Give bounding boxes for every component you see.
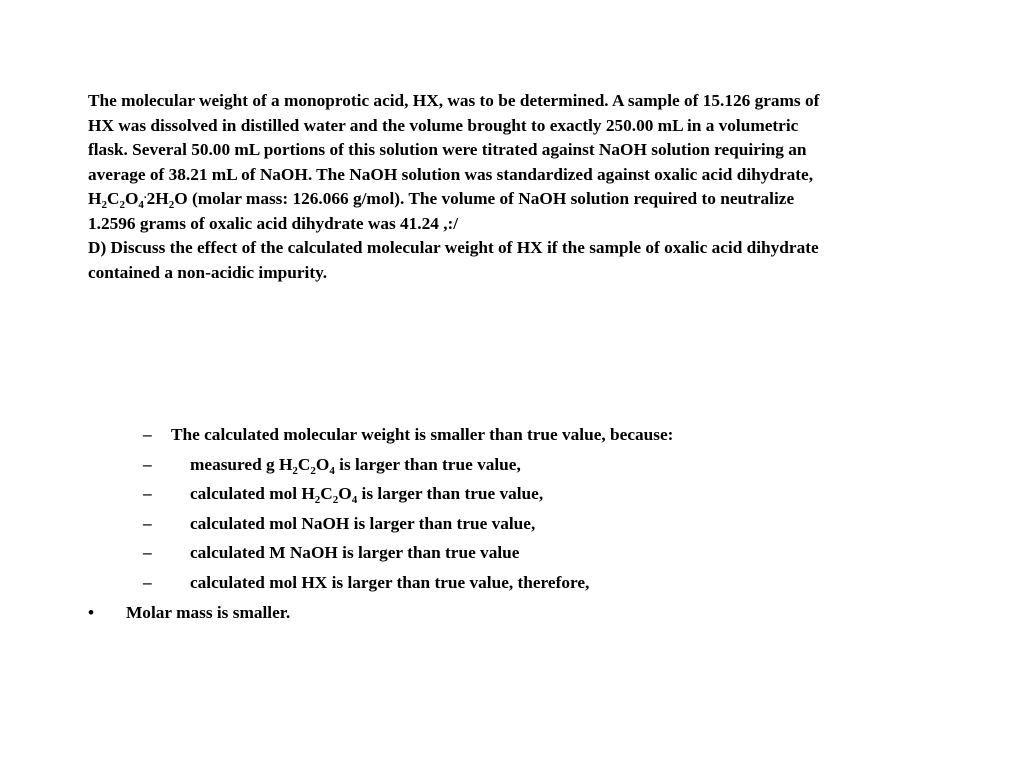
answer-text: The calculated molecular weight is smaller than true value, because: bbox=[171, 425, 674, 444]
answer-text: measured g $H_2C_2O_4$ is larger than true value, bbox=[190, 455, 521, 477]
dash-marker: – bbox=[143, 514, 152, 533]
answer-text: calculated mol HX is larger than true value, therefore, bbox=[190, 573, 590, 592]
problem-line-2: HX was dissolved in distilled water and the volume brought to exactly 250.00 mL in a volumetric bbox=[88, 115, 799, 135]
answer-text: calculated mol NaOH is larger than true value, bbox=[190, 514, 536, 533]
oxalic-formula: $H_2C_2O_4^.2H_2O$ bbox=[88, 189, 188, 211]
problem-statement bbox=[88, 89, 968, 285]
problem-line-3: flask. Several 50.00 mL portions of this solution were titrated against NaOH solution requiring an bbox=[88, 140, 807, 159]
conclusion-text: Molar mass is smaller. bbox=[126, 603, 291, 622]
problem-line-4: average of 38.21 mL of NaOH. The NaOH solution was standardized against oxalic acid dihydrate, bbox=[88, 164, 814, 184]
problem-line-1: The molecular weight of a monoprotic acid, HX, was to be determined. A sample of 15.126 grams of bbox=[88, 91, 820, 110]
problem-line-6: 1.2596 grams of oxalic acid dihydrate was 41.24 ,:/ bbox=[88, 213, 459, 233]
bullet-marker: • bbox=[88, 603, 95, 622]
problem-line-5: $H_2C_2O_4^.2H_2O$ (molar mass: 126.066 g/mol). The volume of NaOH solution required to neutralize bbox=[88, 189, 795, 211]
question-d: D) Discuss the effect of the calculated molecular weight of HX if the sample of oxalic acid dihydrate bbox=[88, 238, 819, 257]
answer-text: calculated mol $H_2C_2O_4$ is larger than true value, bbox=[190, 484, 544, 506]
dash-marker: – bbox=[143, 573, 152, 592]
answer-text: calculated M NaOH is larger than true value bbox=[190, 543, 520, 562]
dash-marker: – bbox=[143, 484, 152, 503]
dash-marker: – bbox=[143, 425, 152, 444]
problem-line-8: contained a non-acidic impurity. bbox=[88, 262, 328, 282]
dash-marker: – bbox=[143, 455, 152, 474]
dash-marker: – bbox=[143, 543, 152, 562]
